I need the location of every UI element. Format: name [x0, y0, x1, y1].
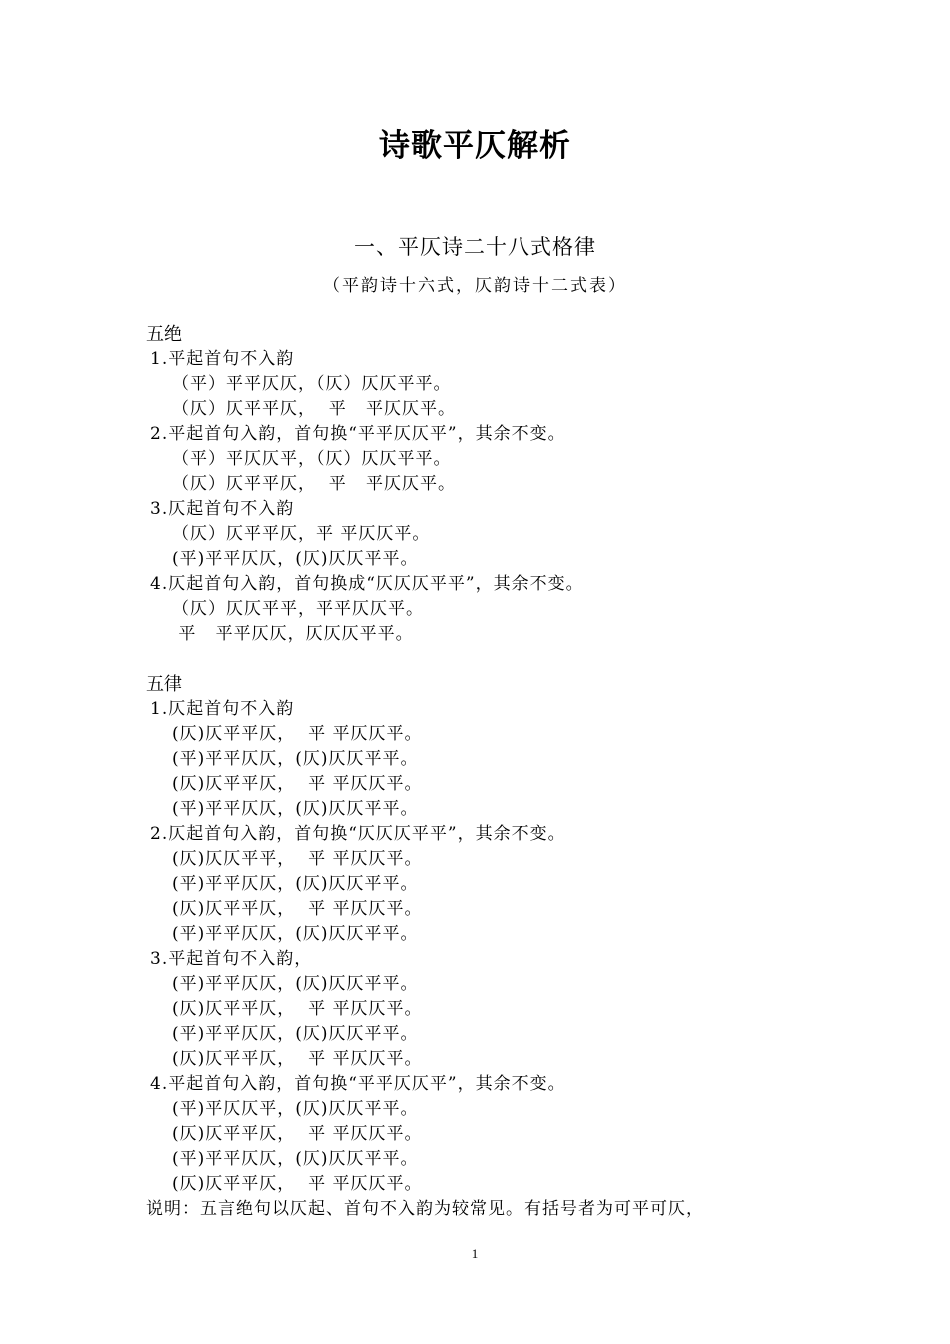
verse-line: (平)平平仄仄，(仄)仄仄平平。	[172, 799, 419, 819]
verse-line: (平)平平仄仄，(仄)仄仄平平。	[172, 749, 419, 769]
section-wujue	[146, 322, 836, 647]
verse-line: (平)平平仄仄，(仄)仄仄平平。	[172, 974, 419, 994]
rule-label: 3.仄起首句不入韵	[150, 499, 295, 519]
section-heading: 五绝	[146, 324, 182, 345]
verse-line: (仄)仄仄平平， 平 平仄仄平。	[172, 849, 423, 869]
verse-line: (仄)仄平平仄， 平 平仄仄平。	[172, 1174, 423, 1194]
rule-label: 3.平起首句不入韵，	[150, 949, 313, 969]
verse-line: (仄)仄平平仄， 平 平仄仄平。	[172, 774, 423, 794]
document-title: 诗歌平仄解析	[379, 128, 571, 164]
rule-label: 4.仄起首句入韵，首句换成“仄仄仄平平”，其余不变。	[150, 574, 584, 594]
verse-line: (平)平平仄仄，(仄)仄仄平平。	[172, 1024, 419, 1044]
rule-label: 1.平起首句不入韵	[150, 349, 295, 369]
verse-line: （仄）仄平平仄，平 平仄仄平。	[172, 524, 431, 544]
verse-line: (平)平平仄仄，(仄)仄仄平平。	[172, 549, 419, 569]
verse-line: (仄)仄平平仄， 平 平仄仄平。	[172, 899, 423, 919]
verse-line: (平)平平仄仄，(仄)仄仄平平。	[172, 1149, 419, 1169]
verse-line: (仄)仄平平仄， 平 平仄仄平。	[172, 999, 423, 1019]
verse-line: (平)平平仄仄，(仄)仄仄平平。	[172, 874, 419, 894]
rule-label: 1.仄起首句不入韵	[150, 699, 295, 719]
verse-line: (仄)仄平平仄， 平 平仄仄平。	[172, 1124, 423, 1144]
section-heading: 五律	[146, 674, 182, 695]
section-wulv	[146, 672, 836, 1222]
verse-line: （平）平平仄仄，（仄）仄仄平平。	[172, 374, 452, 394]
page-number: 1	[471, 1246, 479, 1261]
section-note: （平韵诗十六式，仄韵诗十二式表）	[323, 276, 627, 296]
rule-label: 2.平起首句入韵，首句换“平平仄仄平”，其余不变。	[150, 424, 566, 444]
verse-line: （平）平仄仄平，（仄）仄仄平平。	[172, 449, 452, 469]
verse-line: 平 平平仄仄，仄仄仄平平。	[172, 624, 414, 644]
document-body	[146, 322, 836, 1222]
verse-line: (平)平仄仄平，(仄)仄仄平平。	[172, 1099, 419, 1119]
rule-label: 4.平起首句入韵，首句换“平平仄仄平”，其余不变。	[150, 1074, 566, 1094]
verse-line: （仄）仄仄平平，平平仄仄平。	[172, 599, 424, 619]
verse-line: （仄）仄平平仄， 平 平仄仄平。	[172, 399, 457, 419]
verse-line: (平)平平仄仄，(仄)仄仄平平。	[172, 924, 419, 944]
rule-label: 2.仄起首句入韵，首句换“仄仄仄平平”，其余不变。	[150, 824, 566, 844]
verse-line: (仄)仄平平仄， 平 平仄仄平。	[172, 724, 423, 744]
verse-line: (仄)仄平平仄， 平 平仄仄平。	[172, 1049, 423, 1069]
section-title: 一、平仄诗二十八式格律	[354, 235, 596, 259]
verse-line: （仄）仄平平仄， 平 平仄仄平。	[172, 474, 457, 494]
explanation-text: 说明：五言绝句以仄起、首句不入韵为较常见。有括号者为可平可仄，	[146, 1199, 704, 1219]
